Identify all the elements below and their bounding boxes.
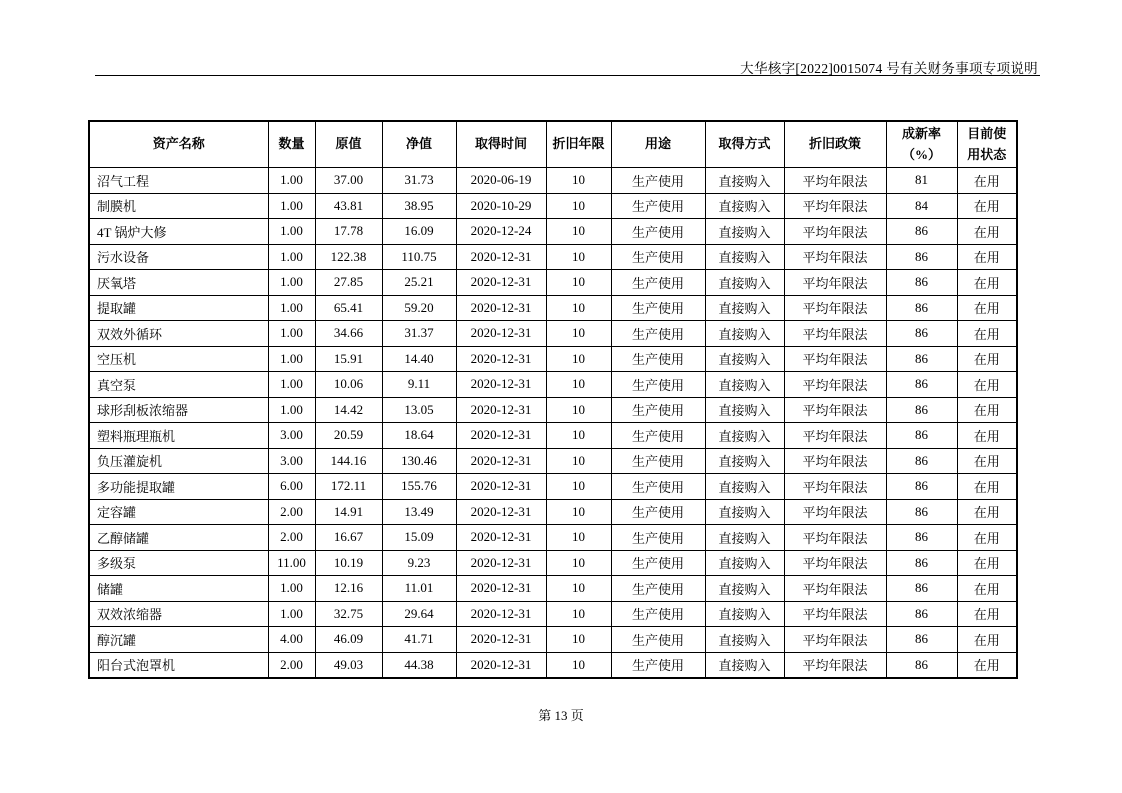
table-cell: 14.42: [315, 397, 382, 423]
table-cell: 86: [886, 627, 957, 653]
column-header: 用途: [611, 121, 705, 168]
table-cell: 生产使用: [611, 550, 705, 576]
table-cell: 平均年限法: [784, 652, 886, 678]
table-cell: 10.19: [315, 550, 382, 576]
table-row: [89, 270, 1017, 296]
table-cell: 86: [886, 270, 957, 296]
table-cell: 86: [886, 550, 957, 576]
table-cell: 10: [546, 423, 611, 449]
table-cell: 31.37: [382, 321, 456, 347]
table-cell: 在用: [957, 321, 1017, 347]
asset-name-cell: 空压机: [89, 346, 268, 372]
column-header: 取得方式: [705, 121, 784, 168]
table-cell: 9.23: [382, 550, 456, 576]
table-cell: 1.00: [268, 244, 315, 270]
asset-name-cell: 阳台式泡罩机: [89, 652, 268, 678]
table-cell: 43.81: [315, 193, 382, 219]
table-row: [89, 448, 1017, 474]
table-cell: 130.46: [382, 448, 456, 474]
table-cell: 1.00: [268, 601, 315, 627]
table-cell: 34.66: [315, 321, 382, 347]
table-cell: 12.16: [315, 576, 382, 602]
table-cell: 84: [886, 193, 957, 219]
table-cell: 2020-12-31: [456, 423, 546, 449]
table-cell: 直接购入: [705, 244, 784, 270]
table-cell: 在用: [957, 219, 1017, 245]
table-cell: 1.00: [268, 576, 315, 602]
table-cell: 86: [886, 601, 957, 627]
table-cell: 10: [546, 168, 611, 194]
table-cell: 86: [886, 576, 957, 602]
table-cell: 86: [886, 448, 957, 474]
table-cell: 在用: [957, 652, 1017, 678]
table-cell: 2020-12-31: [456, 270, 546, 296]
table-cell: 生产使用: [611, 474, 705, 500]
table-cell: 平均年限法: [784, 219, 886, 245]
table-cell: 2020-12-31: [456, 448, 546, 474]
table-row: [89, 652, 1017, 678]
table-cell: 16.09: [382, 219, 456, 245]
table-cell: 10: [546, 193, 611, 219]
table-cell: 2020-12-31: [456, 321, 546, 347]
table-cell: 2020-12-31: [456, 576, 546, 602]
table-cell: 16.67: [315, 525, 382, 551]
table-cell: 2020-12-31: [456, 652, 546, 678]
table-cell: 平均年限法: [784, 321, 886, 347]
table-cell: 平均年限法: [784, 627, 886, 653]
table-cell: 在用: [957, 499, 1017, 525]
table-row: [89, 550, 1017, 576]
table-cell: 144.16: [315, 448, 382, 474]
column-header: 数量: [268, 121, 315, 168]
asset-name-cell: 多功能提取罐: [89, 474, 268, 500]
table-cell: 直接购入: [705, 576, 784, 602]
table-cell: 20.59: [315, 423, 382, 449]
table-cell: 2020-12-31: [456, 474, 546, 500]
table-cell: 在用: [957, 448, 1017, 474]
table-cell: 平均年限法: [784, 601, 886, 627]
table-cell: 2020-12-31: [456, 244, 546, 270]
table-cell: 直接购入: [705, 601, 784, 627]
header-rule: [95, 75, 1040, 76]
table-cell: 直接购入: [705, 499, 784, 525]
table-cell: 13.49: [382, 499, 456, 525]
asset-name-cell: 真空泵: [89, 372, 268, 398]
table-cell: 32.75: [315, 601, 382, 627]
table-cell: 生产使用: [611, 372, 705, 398]
table-cell: 2020-12-31: [456, 550, 546, 576]
table-cell: 10: [546, 244, 611, 270]
table-cell: 25.21: [382, 270, 456, 296]
table-cell: 平均年限法: [784, 270, 886, 296]
table-cell: 10: [546, 652, 611, 678]
table-cell: 平均年限法: [784, 576, 886, 602]
table-cell: 在用: [957, 244, 1017, 270]
table-cell: 15.91: [315, 346, 382, 372]
table-cell: 10: [546, 627, 611, 653]
table-cell: 1.00: [268, 168, 315, 194]
table-cell: 直接购入: [705, 168, 784, 194]
table-cell: 平均年限法: [784, 499, 886, 525]
table-cell: 生产使用: [611, 448, 705, 474]
table-cell: 10: [546, 601, 611, 627]
table-cell: 65.41: [315, 295, 382, 321]
table-cell: 在用: [957, 270, 1017, 296]
table-cell: 在用: [957, 525, 1017, 551]
table-cell: 平均年限法: [784, 193, 886, 219]
table-cell: 10.06: [315, 372, 382, 398]
table-cell: 11.01: [382, 576, 456, 602]
table-cell: 在用: [957, 627, 1017, 653]
table-cell: 1.00: [268, 193, 315, 219]
table-cell: 10: [546, 219, 611, 245]
asset-name-cell: 4T 锅炉大修: [89, 219, 268, 245]
table-cell: 直接购入: [705, 448, 784, 474]
table-cell: 生产使用: [611, 652, 705, 678]
table-cell: 生产使用: [611, 499, 705, 525]
table-cell: 6.00: [268, 474, 315, 500]
table-row: [89, 372, 1017, 398]
table-cell: 生产使用: [611, 601, 705, 627]
table-cell: 直接购入: [705, 525, 784, 551]
table-row: [89, 397, 1017, 423]
table-cell: 生产使用: [611, 244, 705, 270]
table-cell: 直接购入: [705, 550, 784, 576]
table-row: [89, 627, 1017, 653]
table-cell: 86: [886, 397, 957, 423]
table-cell: 44.38: [382, 652, 456, 678]
table-cell: 13.05: [382, 397, 456, 423]
table-cell: 直接购入: [705, 397, 784, 423]
table-cell: 29.64: [382, 601, 456, 627]
table-row: [89, 576, 1017, 602]
table-cell: 1.00: [268, 219, 315, 245]
asset-name-cell: 厌氧塔: [89, 270, 268, 296]
table-cell: 86: [886, 525, 957, 551]
assets-table: [88, 120, 1018, 679]
table-cell: 86: [886, 346, 957, 372]
asset-name-cell: 双效浓缩器: [89, 601, 268, 627]
table-cell: 59.20: [382, 295, 456, 321]
asset-name-cell: 多级泵: [89, 550, 268, 576]
table-cell: 直接购入: [705, 193, 784, 219]
assets-table-container: [88, 120, 1018, 679]
table-cell: 平均年限法: [784, 295, 886, 321]
table-cell: 生产使用: [611, 270, 705, 296]
table-cell: 41.71: [382, 627, 456, 653]
table-cell: 2020-12-31: [456, 397, 546, 423]
asset-name-cell: 储罐: [89, 576, 268, 602]
table-row: [89, 168, 1017, 194]
column-header: 资产名称: [89, 121, 268, 168]
table-row: [89, 474, 1017, 500]
table-cell: 在用: [957, 423, 1017, 449]
table-cell: 37.00: [315, 168, 382, 194]
column-header: 净值: [382, 121, 456, 168]
table-cell: 86: [886, 474, 957, 500]
asset-name-cell: 塑料瓶理瓶机: [89, 423, 268, 449]
table-cell: 86: [886, 423, 957, 449]
column-header: 原值: [315, 121, 382, 168]
table-cell: 86: [886, 244, 957, 270]
table-cell: 1.00: [268, 372, 315, 398]
table-cell: 86: [886, 321, 957, 347]
table-cell: 1.00: [268, 397, 315, 423]
table-cell: 直接购入: [705, 219, 784, 245]
table-cell: 2020-12-31: [456, 627, 546, 653]
table-cell: 直接购入: [705, 295, 784, 321]
table-row: [89, 219, 1017, 245]
table-cell: 11.00: [268, 550, 315, 576]
column-header: 折旧年限: [546, 121, 611, 168]
table-cell: 1.00: [268, 295, 315, 321]
table-cell: 在用: [957, 601, 1017, 627]
table-cell: 1.00: [268, 321, 315, 347]
table-cell: 86: [886, 219, 957, 245]
table-cell: 10: [546, 295, 611, 321]
table-cell: 86: [886, 295, 957, 321]
table-cell: 在用: [957, 193, 1017, 219]
table-cell: 平均年限法: [784, 525, 886, 551]
table-cell: 直接购入: [705, 270, 784, 296]
table-cell: 生产使用: [611, 346, 705, 372]
table-cell: 10: [546, 448, 611, 474]
table-cell: 86: [886, 499, 957, 525]
table-cell: 15.09: [382, 525, 456, 551]
asset-name-cell: 定容罐: [89, 499, 268, 525]
table-cell: 10: [546, 550, 611, 576]
table-row: [89, 423, 1017, 449]
table-cell: 10: [546, 321, 611, 347]
asset-name-cell: 球形刮板浓缩器: [89, 397, 268, 423]
table-cell: 4.00: [268, 627, 315, 653]
table-cell: 生产使用: [611, 525, 705, 551]
column-header: 成新率（%）: [886, 121, 957, 168]
table-cell: 平均年限法: [784, 550, 886, 576]
page-header: 大华核字[2022]0015074 号有关财务事项专项说明: [740, 61, 1038, 76]
table-cell: 2020-12-31: [456, 525, 546, 551]
table-cell: 2020-12-24: [456, 219, 546, 245]
table-cell: 17.78: [315, 219, 382, 245]
table-cell: 2020-12-31: [456, 499, 546, 525]
asset-name-cell: 提取罐: [89, 295, 268, 321]
table-cell: 110.75: [382, 244, 456, 270]
page-number: 第 13 页: [538, 708, 584, 723]
asset-name-cell: 沼气工程: [89, 168, 268, 194]
table-cell: 生产使用: [611, 219, 705, 245]
table-cell: 2.00: [268, 652, 315, 678]
table-cell: 81: [886, 168, 957, 194]
table-row: [89, 601, 1017, 627]
table-cell: 2020-06-19: [456, 168, 546, 194]
table-cell: 46.09: [315, 627, 382, 653]
table-body: [89, 168, 1017, 679]
table-cell: 生产使用: [611, 576, 705, 602]
table-cell: 在用: [957, 295, 1017, 321]
table-cell: 生产使用: [611, 193, 705, 219]
table-cell: 在用: [957, 168, 1017, 194]
table-cell: 平均年限法: [784, 244, 886, 270]
table-cell: 10: [546, 525, 611, 551]
table-cell: 27.85: [315, 270, 382, 296]
table-cell: 10: [546, 372, 611, 398]
table-cell: 49.03: [315, 652, 382, 678]
table-cell: 平均年限法: [784, 448, 886, 474]
table-cell: 2020-12-31: [456, 372, 546, 398]
table-row: [89, 525, 1017, 551]
table-cell: 31.73: [382, 168, 456, 194]
table-cell: 2020-12-31: [456, 295, 546, 321]
column-header: 折旧政策: [784, 121, 886, 168]
table-cell: 生产使用: [611, 423, 705, 449]
asset-name-cell: 醇沉罐: [89, 627, 268, 653]
table-cell: 3.00: [268, 448, 315, 474]
table-cell: 2020-10-29: [456, 193, 546, 219]
table-cell: 2020-12-31: [456, 346, 546, 372]
table-cell: 9.11: [382, 372, 456, 398]
table-cell: 86: [886, 652, 957, 678]
table-row: [89, 346, 1017, 372]
table-cell: 3.00: [268, 423, 315, 449]
column-header: 取得时间: [456, 121, 546, 168]
table-cell: 10: [546, 576, 611, 602]
table-cell: 在用: [957, 576, 1017, 602]
table-cell: 直接购入: [705, 474, 784, 500]
table-cell: 生产使用: [611, 397, 705, 423]
column-header: 目前使用状态: [957, 121, 1017, 168]
asset-name-cell: 负压灌旋机: [89, 448, 268, 474]
table-row: [89, 295, 1017, 321]
table-cell: 生产使用: [611, 295, 705, 321]
table-cell: 10: [546, 346, 611, 372]
table-cell: 10: [546, 397, 611, 423]
table-header-row: [89, 121, 1017, 168]
table-row: [89, 244, 1017, 270]
table-cell: 生产使用: [611, 168, 705, 194]
table-cell: 平均年限法: [784, 423, 886, 449]
table-cell: 14.91: [315, 499, 382, 525]
table-header-row: [89, 121, 1017, 168]
table-cell: 在用: [957, 346, 1017, 372]
table-cell: 直接购入: [705, 346, 784, 372]
table-cell: 155.76: [382, 474, 456, 500]
table-cell: 在用: [957, 474, 1017, 500]
table-cell: 在用: [957, 372, 1017, 398]
table-cell: 1.00: [268, 346, 315, 372]
table-cell: 86: [886, 372, 957, 398]
table-cell: 18.64: [382, 423, 456, 449]
table-cell: 平均年限法: [784, 168, 886, 194]
table-cell: 1.00: [268, 270, 315, 296]
table-cell: 10: [546, 270, 611, 296]
table-cell: 生产使用: [611, 627, 705, 653]
table-cell: 平均年限法: [784, 346, 886, 372]
table-cell: 172.11: [315, 474, 382, 500]
table-cell: 平均年限法: [784, 372, 886, 398]
table-cell: 平均年限法: [784, 474, 886, 500]
table-cell: 2.00: [268, 499, 315, 525]
asset-name-cell: 制膜机: [89, 193, 268, 219]
table-cell: 直接购入: [705, 321, 784, 347]
table-cell: 38.95: [382, 193, 456, 219]
table-cell: 直接购入: [705, 423, 784, 449]
table-row: [89, 321, 1017, 347]
table-cell: 10: [546, 474, 611, 500]
table-cell: 在用: [957, 550, 1017, 576]
table-cell: 在用: [957, 397, 1017, 423]
table-row: [89, 499, 1017, 525]
table-cell: 2.00: [268, 525, 315, 551]
table-cell: 平均年限法: [784, 397, 886, 423]
table-cell: 生产使用: [611, 321, 705, 347]
table-row: [89, 193, 1017, 219]
table-cell: 122.38: [315, 244, 382, 270]
table-cell: 直接购入: [705, 652, 784, 678]
asset-name-cell: 污水设备: [89, 244, 268, 270]
table-cell: 直接购入: [705, 627, 784, 653]
table-cell: 直接购入: [705, 372, 784, 398]
asset-name-cell: 乙醇储罐: [89, 525, 268, 551]
table-cell: 14.40: [382, 346, 456, 372]
table-cell: 10: [546, 499, 611, 525]
table-cell: 2020-12-31: [456, 601, 546, 627]
asset-name-cell: 双效外循环: [89, 321, 268, 347]
